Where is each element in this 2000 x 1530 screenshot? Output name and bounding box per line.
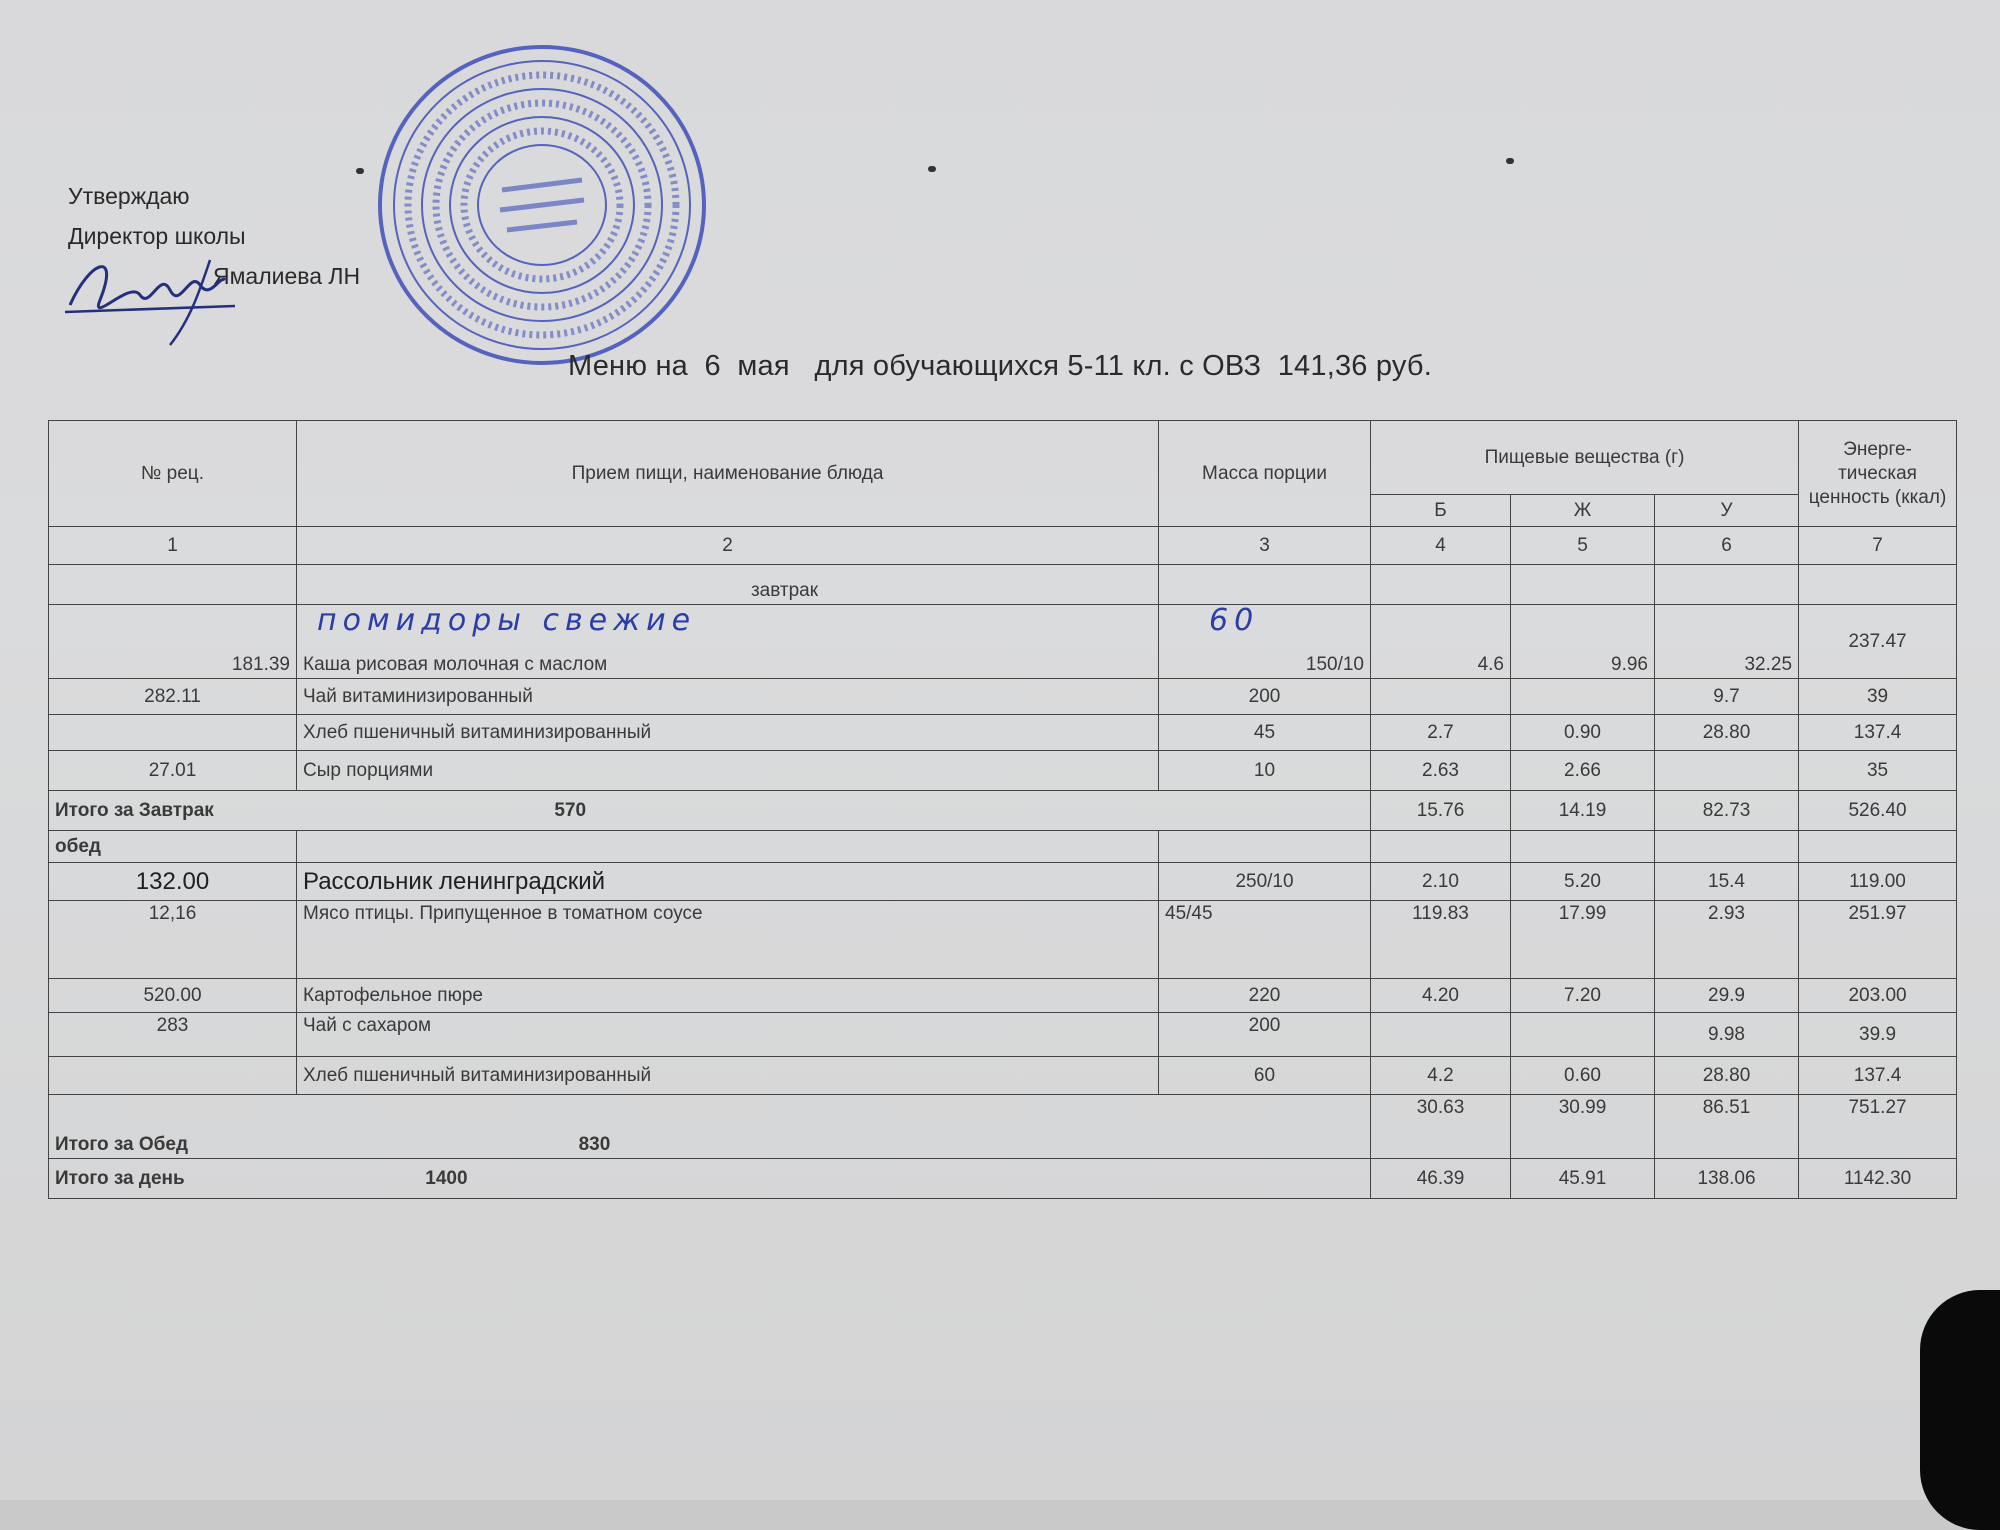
mass-value: 200 — [1159, 679, 1371, 715]
rec-number: 181.39 — [49, 605, 297, 679]
carb-value — [1655, 751, 1799, 791]
mass-value: 60 — [1159, 1057, 1371, 1095]
col-number: 2 — [297, 527, 1159, 565]
total-mass: 1400 — [425, 1167, 468, 1189]
header-energy: Энерге-тическая ценность (ккал) — [1799, 421, 1957, 527]
day-total-row — [49, 1159, 1957, 1199]
total-label: Итого за Завтрак — [55, 799, 214, 821]
protein-value: 2.10 — [1371, 863, 1511, 901]
lunch-label: обед — [49, 831, 297, 863]
handwritten-item: помидоры свежие — [317, 604, 697, 638]
breakfast-section-row — [49, 565, 1957, 605]
rec-number — [49, 715, 297, 751]
header-zh: Ж — [1511, 495, 1655, 527]
header-b: Б — [1371, 495, 1511, 527]
dish-name: Хлеб пшеничный витаминизированный — [297, 1057, 1159, 1095]
speck — [356, 168, 364, 174]
mass-value: 200 — [1159, 1013, 1371, 1057]
table-row — [49, 715, 1957, 751]
protein-value: 4.6 — [1371, 605, 1511, 679]
energy-value: 137.4 — [1799, 1057, 1957, 1095]
fat-value: 9.96 — [1511, 605, 1655, 679]
signature-image — [60, 240, 240, 350]
protein-value: 4.2 — [1371, 1057, 1511, 1095]
fat-total: 14.19 — [1511, 791, 1655, 831]
lunch-total-row — [49, 1095, 1957, 1159]
energy-value: 39.9 — [1799, 1013, 1957, 1057]
col-number: 3 — [1159, 527, 1371, 565]
header-row — [49, 421, 1957, 495]
fat-value: 0.60 — [1511, 1057, 1655, 1095]
rec-number: 283 — [49, 1013, 297, 1057]
carb-total: 82.73 — [1655, 791, 1799, 831]
table-row — [49, 863, 1957, 901]
protein-total: 30.63 — [1371, 1095, 1511, 1159]
carb-total: 86.51 — [1655, 1095, 1799, 1159]
header-nutrients: Пищевые вещества (г) — [1371, 421, 1799, 495]
lunch-total-cell — [49, 1095, 1371, 1159]
table-row — [49, 979, 1957, 1013]
carb-value: 29.9 — [1655, 979, 1799, 1013]
rec-number: 282.11 — [49, 679, 297, 715]
energy-value: 35 — [1799, 751, 1957, 791]
director-name: Ямалиева ЛН — [213, 263, 361, 289]
handwritten-mass: 60 — [1209, 604, 1260, 638]
header-rec: № рец. — [49, 421, 297, 527]
breakfast-total-row — [49, 791, 1957, 831]
approval-line: Утверждаю — [68, 183, 190, 209]
dish-name: Картофельное пюре — [297, 979, 1159, 1013]
protein-value: 2.63 — [1371, 751, 1511, 791]
carb-total: 138.06 — [1655, 1159, 1799, 1199]
table-row — [49, 1013, 1957, 1057]
col-number: 7 — [1799, 527, 1957, 565]
carb-value: 28.80 — [1655, 715, 1799, 751]
background-shadow — [1920, 1290, 2000, 1530]
fat-value — [1511, 679, 1655, 715]
mass-value: 45 — [1159, 715, 1371, 751]
col-number: 6 — [1655, 527, 1799, 565]
energy-total: 526.40 — [1799, 791, 1957, 831]
total-label: Итого за день — [55, 1167, 185, 1189]
mass-value: 250/10 — [1159, 863, 1371, 901]
table-row — [49, 751, 1957, 791]
fat-value: 7.20 — [1511, 979, 1655, 1013]
protein-value: 2.7 — [1371, 715, 1511, 751]
speck — [928, 166, 936, 172]
energy-value: 251.97 — [1799, 901, 1957, 979]
mass-cell — [1159, 605, 1371, 679]
col-number: 1 — [49, 527, 297, 565]
dish-name: Каша рисовая молочная с маслом — [303, 654, 608, 675]
mass-value: 220 — [1159, 979, 1371, 1013]
lunch-section-row — [49, 831, 1957, 863]
breakfast-label: завтрак — [297, 565, 1159, 605]
protein-total: 15.76 — [1371, 791, 1511, 831]
dish-name: Сыр порциями — [297, 751, 1159, 791]
column-number-row — [49, 527, 1957, 565]
table-row — [49, 901, 1957, 979]
energy-value: 237.47 — [1799, 605, 1957, 679]
fat-value: 17.99 — [1511, 901, 1655, 979]
mass-value: 150/10 — [1305, 654, 1364, 675]
table-row — [49, 1057, 1957, 1095]
total-label: Итого за Обед — [55, 1134, 189, 1155]
total-mass: 830 — [578, 1134, 611, 1155]
document-title: Меню на 6 мая для обучающихся 5-11 кл. с ОВЗ 141,36 руб. — [568, 350, 1432, 382]
total-mass: 570 — [554, 799, 587, 821]
col-number: 5 — [1511, 527, 1655, 565]
protein-value — [1371, 679, 1511, 715]
speck — [1506, 158, 1514, 164]
carb-value: 28.80 — [1655, 1057, 1799, 1095]
rec-number — [49, 1057, 297, 1095]
menu-table — [48, 420, 1957, 1199]
protein-value: 4.20 — [1371, 979, 1511, 1013]
fat-value: 0.90 — [1511, 715, 1655, 751]
rec-number: 12,16 — [49, 901, 297, 979]
breakfast-total-cell — [49, 791, 1371, 831]
day-total-cell — [49, 1159, 1371, 1199]
carb-value: 15.4 — [1655, 863, 1799, 901]
rec-number: 132.00 — [49, 863, 297, 901]
mass-value: 10 — [1159, 751, 1371, 791]
fat-value — [1511, 1013, 1655, 1057]
energy-total: 751.27 — [1799, 1095, 1957, 1159]
dish-name: Мясо птицы. Припущенное в томатном соусе — [297, 901, 1159, 979]
fat-value: 2.66 — [1511, 751, 1655, 791]
fat-value: 5.20 — [1511, 863, 1655, 901]
header-u: У — [1655, 495, 1799, 527]
carb-value: 9.98 — [1655, 1013, 1799, 1057]
fat-total: 45.91 — [1511, 1159, 1655, 1199]
header-dish: Прием пищи, наименование блюда — [297, 421, 1159, 527]
dish-name: Чай с сахаром — [297, 1013, 1159, 1057]
rec-number: 27.01 — [49, 751, 297, 791]
protein-total: 46.39 — [1371, 1159, 1511, 1199]
energy-total: 1142.30 — [1799, 1159, 1957, 1199]
table-row — [49, 679, 1957, 715]
protein-value — [1371, 1013, 1511, 1057]
table-row — [49, 605, 1957, 679]
mass-value: 45/45 — [1159, 901, 1371, 979]
header-mass: Масса порции — [1159, 421, 1371, 527]
director-title: Директор школы — [68, 223, 246, 249]
official-stamp — [372, 40, 712, 370]
carb-value: 32.25 — [1655, 605, 1799, 679]
protein-value: 119.83 — [1371, 901, 1511, 979]
dish-name: Хлеб пшеничный витаминизированный — [297, 715, 1159, 751]
dish-name: Чай витаминизированный — [297, 679, 1159, 715]
energy-value: 39 — [1799, 679, 1957, 715]
fat-total: 30.99 — [1511, 1095, 1655, 1159]
col-number: 4 — [1371, 527, 1511, 565]
carb-value: 2.93 — [1655, 901, 1799, 979]
dish-cell — [297, 605, 1159, 679]
energy-value: 119.00 — [1799, 863, 1957, 901]
rec-number: 520.00 — [49, 979, 297, 1013]
energy-value: 203.00 — [1799, 979, 1957, 1013]
dish-name: Рассольник ленинградский — [297, 863, 1159, 901]
energy-value: 137.4 — [1799, 715, 1957, 751]
carb-value: 9.7 — [1655, 679, 1799, 715]
